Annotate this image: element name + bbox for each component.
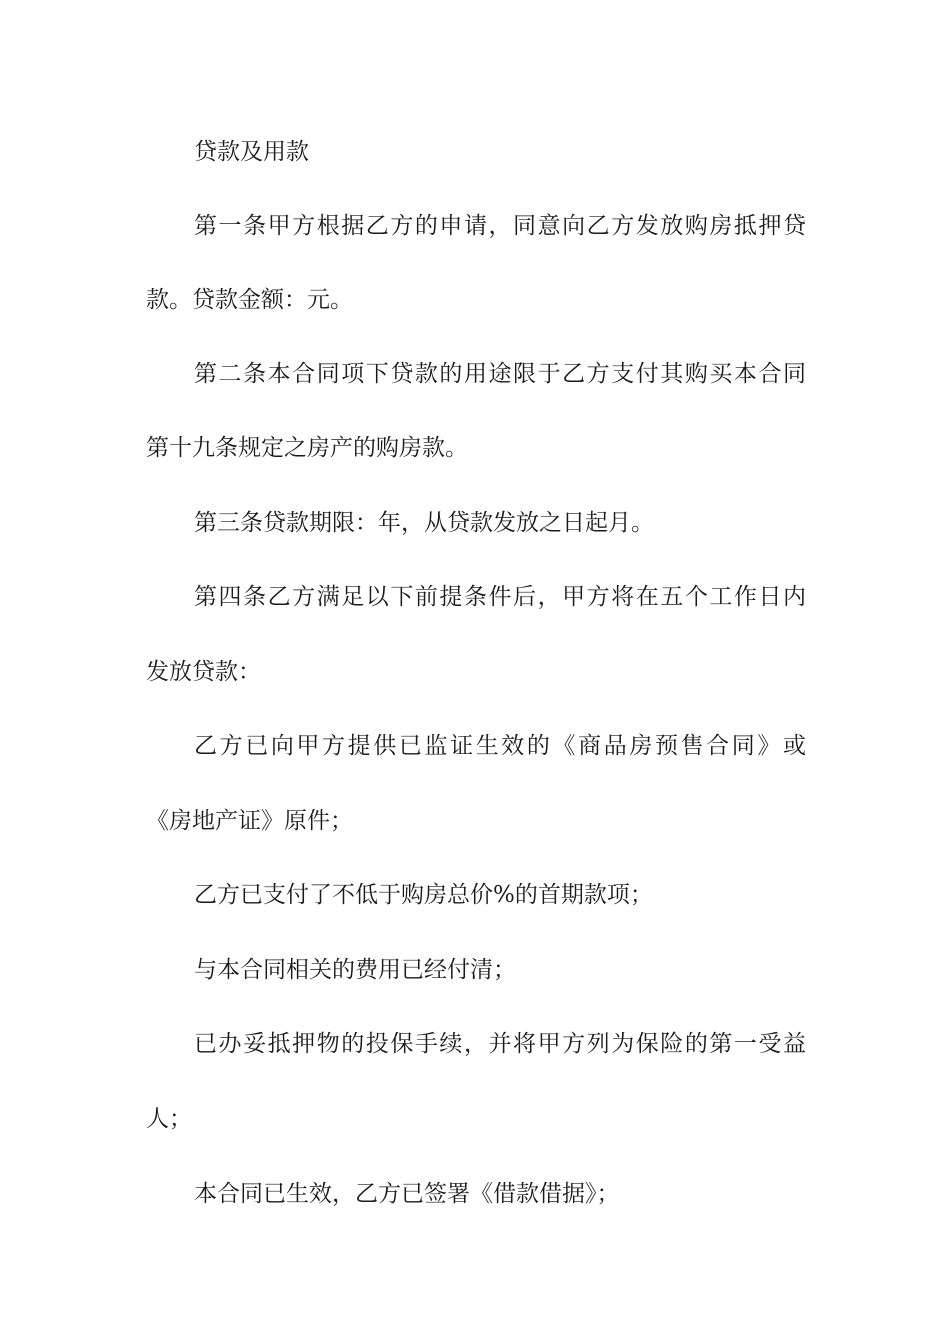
section-heading: 贷款及用款	[194, 139, 309, 165]
paragraph-line: 第一条甲方根据乙方的申请，同意向乙方发放购房抵押贷	[194, 213, 806, 239]
paragraph-line: 人；	[146, 1106, 192, 1132]
paragraph-line: 与本合同相关的费用已经付清；	[194, 957, 516, 983]
paragraph-line: 乙方已支付了不低于购房总价%的首期款项；	[194, 882, 653, 908]
paragraph-line: 第四条乙方满足以下前提条件后，甲方将在五个工作日内	[194, 584, 806, 610]
paragraph-line: 已办妥抵押物的投保手续，并将甲方列为保险的第一受益	[194, 1031, 806, 1057]
paragraph-line: 第二条本合同项下贷款的用途限于乙方支付其购买本合同	[194, 361, 806, 387]
paragraph-line: 发放贷款：	[146, 659, 261, 685]
paragraph-line: 《房地产证》原件；	[146, 808, 353, 834]
paragraph-line: 第三条贷款期限：年，从贷款发放之日起月。	[194, 510, 654, 536]
paragraph-line: 本合同已生效，乙方已签署《借款借据》；	[194, 1181, 620, 1207]
paragraph-line: 第十九条规定之房产的购房款。	[146, 435, 468, 461]
paragraph-line: 款。贷款金额：元。	[146, 287, 353, 313]
paragraph-line: 乙方已向甲方提供已监证生效的《商品房预售合同》或	[194, 733, 806, 759]
